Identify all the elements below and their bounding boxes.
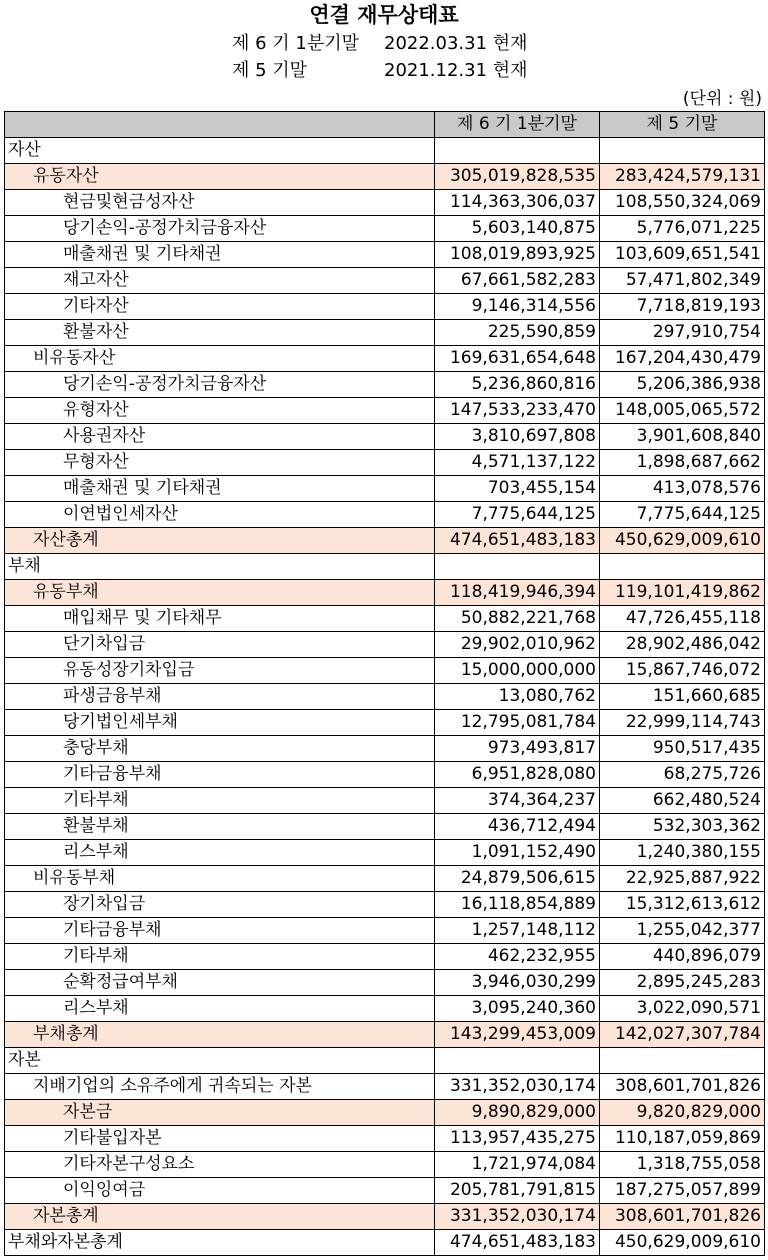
period-current [232,33,528,55]
account-name: 이익잉여금 [5,1178,435,1204]
table-row [5,606,765,632]
previous-period-amount: 28,902,486,042 [600,632,765,658]
table-row [5,814,765,840]
previous-period-amount: 15,312,613,612 [600,892,765,918]
statement-title: 연결 재무상태표 [309,3,459,27]
account-name: 유동부채 [5,580,435,606]
account-name: 유동자산 [5,164,435,190]
current-period-amount: 462,232,955 [435,944,600,970]
table-row [5,762,765,788]
previous-period-amount: 3,901,608,840 [600,424,765,450]
current-period-amount: 436,712,494 [435,814,600,840]
current-period-amount: 9,890,829,000 [435,1100,600,1126]
account-name: 이연법인세자산 [5,502,435,528]
table-row [5,996,765,1022]
account-name: 자산 [5,138,435,164]
current-period-amount: 5,236,860,816 [435,372,600,398]
table-row [5,1204,765,1230]
previous-period-amount: 15,867,746,072 [600,658,765,684]
table-row [5,580,765,606]
account-name: 단기차입금 [5,632,435,658]
previous-period-amount: 297,910,754 [600,320,765,346]
table-row [5,216,765,242]
previous-period-amount: 450,629,009,610 [600,1230,765,1256]
account-name: 매출채권 및 기타채권 [5,476,435,502]
previous-period-amount: 2,895,245,283 [600,970,765,996]
table-row [5,528,765,554]
account-name: 부채와자본총계 [5,1230,435,1256]
period-current-date: 2022.03.31 현재 [384,33,528,54]
previous-period-amount: 1,898,687,662 [600,450,765,476]
period-previous-date: 2021.12.31 현재 [384,60,528,81]
previous-period-amount: 167,204,430,479 [600,346,765,372]
current-period-amount: 3,095,240,360 [435,996,600,1022]
previous-period-amount: 108,550,324,069 [600,190,765,216]
table-row [5,892,765,918]
header-account [5,112,435,138]
previous-period-amount: 187,275,057,899 [600,1178,765,1204]
table-row [5,372,765,398]
current-period-amount: 12,795,081,784 [435,710,600,736]
current-period-amount: 29,902,010,962 [435,632,600,658]
account-name: 매출채권 및 기타채권 [5,242,435,268]
previous-period-amount: 662,480,524 [600,788,765,814]
account-name: 기타부채 [5,944,435,970]
account-name: 부채 [5,554,435,580]
previous-period-amount: 5,776,071,225 [600,216,765,242]
current-period-amount: 143,299,453,009 [435,1022,600,1048]
table-row [5,190,765,216]
current-period-amount: 474,651,483,183 [435,528,600,554]
previous-period-amount: 142,027,307,784 [600,1022,765,1048]
previous-period-amount: 119,101,419,862 [600,580,765,606]
previous-period-amount [600,138,765,164]
current-period-amount: 331,352,030,174 [435,1074,600,1100]
account-name: 비유동부채 [5,866,435,892]
period-previous [232,60,528,82]
current-period-amount: 15,000,000,000 [435,658,600,684]
account-name: 리스부채 [5,840,435,866]
previous-period-amount: 1,240,380,155 [600,840,765,866]
table-row [5,346,765,372]
account-name: 지배기업의 소유주에게 귀속되는 자본 [5,1074,435,1100]
previous-period-amount: 22,999,114,743 [600,710,765,736]
previous-period-amount: 7,718,819,193 [600,294,765,320]
table-row [5,502,765,528]
balance-sheet-table [4,111,765,1256]
account-name: 기타불입자본 [5,1126,435,1152]
header-row [5,112,765,138]
current-period-amount: 113,957,435,275 [435,1126,600,1152]
current-period-amount: 3,810,697,808 [435,424,600,450]
current-period-amount: 474,651,483,183 [435,1230,600,1256]
account-name: 기타금융부채 [5,762,435,788]
table-row [5,684,765,710]
previous-period-amount: 308,601,701,826 [600,1074,765,1100]
account-name: 환불자산 [5,320,435,346]
previous-period-amount: 148,005,065,572 [600,398,765,424]
table-row [5,658,765,684]
current-period-amount: 4,571,137,122 [435,450,600,476]
previous-period-amount [600,554,765,580]
current-period-amount: 16,118,854,889 [435,892,600,918]
account-name: 파생금융부채 [5,684,435,710]
current-period-amount: 225,590,859 [435,320,600,346]
previous-period-amount: 440,896,079 [600,944,765,970]
account-name: 부채총계 [5,1022,435,1048]
previous-period-amount: 5,206,386,938 [600,372,765,398]
account-name: 비유동자산 [5,346,435,372]
account-name: 자본 [5,1048,435,1074]
current-period-amount: 108,019,893,925 [435,242,600,268]
previous-period-amount: 110,187,059,869 [600,1126,765,1152]
current-period-amount: 205,781,791,815 [435,1178,600,1204]
table-row [5,164,765,190]
account-name: 유형자산 [5,398,435,424]
account-name: 당기손익-공정가치금융자산 [5,372,435,398]
account-name: 무형자산 [5,450,435,476]
table-row [5,1048,765,1074]
current-period-amount: 24,879,506,615 [435,866,600,892]
current-period-amount [435,554,600,580]
table-row [5,554,765,580]
previous-period-amount: 308,601,701,826 [600,1204,765,1230]
current-period-amount: 1,721,974,084 [435,1152,600,1178]
header-current-period: 제 6 기 1분기말 [435,112,600,138]
previous-period-amount: 9,820,829,000 [600,1100,765,1126]
previous-period-amount: 68,275,726 [600,762,765,788]
table-row [5,1126,765,1152]
current-period-amount [435,1048,600,1074]
current-period-amount: 374,364,237 [435,788,600,814]
current-period-amount: 67,661,582,283 [435,268,600,294]
previous-period-amount: 57,471,802,349 [600,268,765,294]
account-name: 유동성장기차입금 [5,658,435,684]
table-row [5,320,765,346]
table-row [5,632,765,658]
current-period-amount: 147,533,233,470 [435,398,600,424]
account-name: 장기차입금 [5,892,435,918]
account-name: 기타자본구성요소 [5,1152,435,1178]
account-name: 기타금융부채 [5,918,435,944]
table-row [5,944,765,970]
current-period-amount: 7,775,644,125 [435,502,600,528]
current-period-amount: 973,493,817 [435,736,600,762]
table-row [5,1022,765,1048]
unit-label: (단위 : 원) [682,89,762,109]
current-period-amount: 13,080,762 [435,684,600,710]
previous-period-amount: 151,660,685 [600,684,765,710]
account-name: 재고자산 [5,268,435,294]
table-row [5,138,765,164]
table-row [5,1230,765,1256]
table-row [5,450,765,476]
table-row [5,918,765,944]
current-period-amount: 118,419,946,394 [435,580,600,606]
current-period-amount: 703,455,154 [435,476,600,502]
previous-period-amount: 103,609,651,541 [600,242,765,268]
account-name: 순확정급여부채 [5,970,435,996]
table-row [5,1152,765,1178]
table-body [5,138,765,1256]
previous-period-amount [600,1048,765,1074]
table-row [5,268,765,294]
current-period-amount: 1,257,148,112 [435,918,600,944]
previous-period-amount: 450,629,009,610 [600,528,765,554]
period-previous-label: 제 5 기말 [232,60,308,81]
table-row [5,242,765,268]
table-row [5,1178,765,1204]
table-row [5,476,765,502]
previous-period-amount: 532,303,362 [600,814,765,840]
current-period-amount [435,138,600,164]
previous-period-amount: 22,925,887,922 [600,866,765,892]
table-row [5,736,765,762]
current-period-amount: 50,882,221,768 [435,606,600,632]
current-period-amount: 6,951,828,080 [435,762,600,788]
table-row [5,970,765,996]
table-row [5,710,765,736]
previous-period-amount: 1,318,755,058 [600,1152,765,1178]
account-name: 매입채무 및 기타채무 [5,606,435,632]
account-name: 자산총계 [5,528,435,554]
previous-period-amount: 283,424,579,131 [600,164,765,190]
account-name: 사용권자산 [5,424,435,450]
previous-period-amount: 950,517,435 [600,736,765,762]
table-row [5,398,765,424]
account-name: 당기법인세부채 [5,710,435,736]
account-name: 자본금 [5,1100,435,1126]
table-row [5,866,765,892]
table-row [5,788,765,814]
current-period-amount: 114,363,306,037 [435,190,600,216]
previous-period-amount: 3,022,090,571 [600,996,765,1022]
current-period-amount: 5,603,140,875 [435,216,600,242]
current-period-amount: 305,019,828,535 [435,164,600,190]
previous-period-amount: 7,775,644,125 [600,502,765,528]
account-name: 환불부채 [5,814,435,840]
account-name: 기타자산 [5,294,435,320]
account-name: 충당부채 [5,736,435,762]
current-period-amount: 3,946,030,299 [435,970,600,996]
table-row [5,840,765,866]
header-previous-period: 제 5 기말 [600,112,765,138]
table-row [5,424,765,450]
current-period-amount: 9,146,314,556 [435,294,600,320]
current-period-amount: 1,091,152,490 [435,840,600,866]
account-name: 당기손익-공정가치금융자산 [5,216,435,242]
account-name: 리스부채 [5,996,435,1022]
table-row [5,1100,765,1126]
table-row [5,1074,765,1100]
account-name: 자본총계 [5,1204,435,1230]
account-name: 현금및현금성자산 [5,190,435,216]
current-period-amount: 331,352,030,174 [435,1204,600,1230]
account-name: 기타부채 [5,788,435,814]
previous-period-amount: 413,078,576 [600,476,765,502]
current-period-amount: 169,631,654,648 [435,346,600,372]
table-row [5,294,765,320]
previous-period-amount: 47,726,455,118 [600,606,765,632]
period-current-label: 제 6 기 1분기말 [232,33,360,54]
previous-period-amount: 1,255,042,377 [600,918,765,944]
